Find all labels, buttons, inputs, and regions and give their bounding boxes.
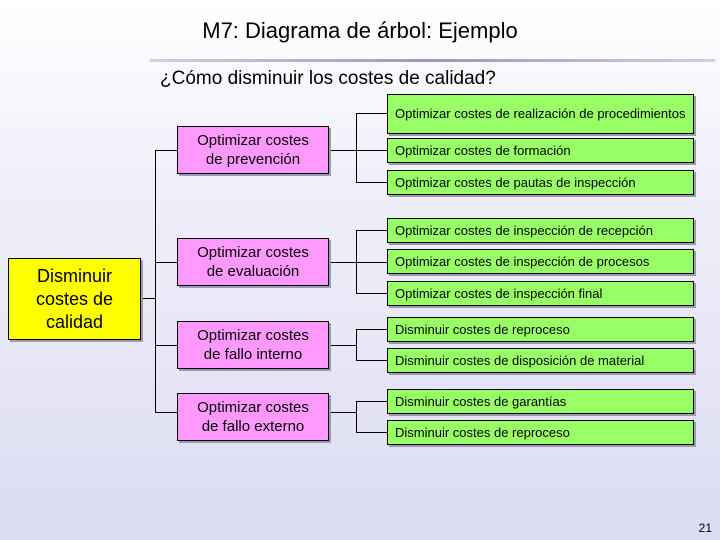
leaf-node: Optimizar costes de inspección de procesos bbox=[387, 249, 694, 274]
diagram-question: ¿Cómo disminuir los costes de calidad? bbox=[160, 68, 496, 89]
connector-line bbox=[155, 150, 156, 412]
leaf-node: Optimizar costes de inspección final bbox=[387, 281, 694, 306]
connector-line bbox=[155, 412, 177, 413]
branch-label-line: Optimizar costes bbox=[197, 244, 309, 261]
branch-node-evaluation bbox=[177, 238, 329, 286]
page-number: 21 bbox=[698, 521, 712, 535]
branch-node-prevention bbox=[177, 126, 329, 174]
connector-line bbox=[356, 113, 387, 114]
connector-line bbox=[356, 329, 387, 330]
connector-line bbox=[356, 150, 387, 151]
branch-label-line: de fallo externo bbox=[201, 418, 305, 435]
connector-line bbox=[155, 262, 177, 263]
connector-line bbox=[356, 293, 387, 294]
branch-label-line: Optimizar costes bbox=[197, 399, 309, 416]
connector-line bbox=[329, 345, 357, 346]
leaf-node: Disminuir costes de disposición de material bbox=[387, 348, 694, 373]
leaf-node: Optimizar costes de formación bbox=[387, 138, 694, 163]
connector-line bbox=[356, 401, 387, 402]
leaf-node: Disminuir costes de reproceso bbox=[387, 420, 694, 445]
connector-line bbox=[329, 262, 357, 263]
connector-line bbox=[329, 412, 357, 413]
leaf-node: Optimizar costes de realización de procedimientos bbox=[387, 94, 694, 134]
connector-line bbox=[356, 262, 387, 263]
connector-line bbox=[329, 150, 357, 151]
leaf-node: Disminuir costes de reproceso bbox=[387, 317, 694, 342]
branch-label-line: de fallo interno bbox=[203, 346, 303, 363]
connector-line bbox=[356, 432, 387, 433]
connector-line bbox=[356, 401, 357, 433]
connector-line bbox=[155, 150, 177, 151]
connector-line bbox=[356, 113, 357, 183]
connector-line bbox=[141, 298, 156, 299]
branch-label-line: de prevención bbox=[205, 151, 301, 168]
branch-node-external-failure bbox=[177, 393, 329, 441]
branch-label-line: Optimizar costes bbox=[197, 132, 309, 149]
connector-line bbox=[155, 345, 177, 346]
title-divider bbox=[150, 59, 715, 62]
leaf-node: Disminuir costes de garantías bbox=[387, 389, 694, 414]
branch-node-internal-failure bbox=[177, 321, 329, 369]
connector-line bbox=[356, 230, 387, 231]
root-node: Disminuir costes de calidad bbox=[8, 258, 141, 340]
connector-line bbox=[356, 182, 387, 183]
leaf-node: Optimizar costes de pautas de inspección bbox=[387, 170, 694, 195]
branch-label-line: de evaluación bbox=[206, 263, 300, 280]
connector-line bbox=[356, 329, 357, 361]
branch-label-line: Optimizar costes bbox=[197, 327, 309, 344]
connector-line bbox=[356, 360, 387, 361]
leaf-node: Optimizar costes de inspección de recepción bbox=[387, 218, 694, 243]
slide-title: M7: Diagrama de árbol: Ejemplo bbox=[202, 18, 518, 43]
